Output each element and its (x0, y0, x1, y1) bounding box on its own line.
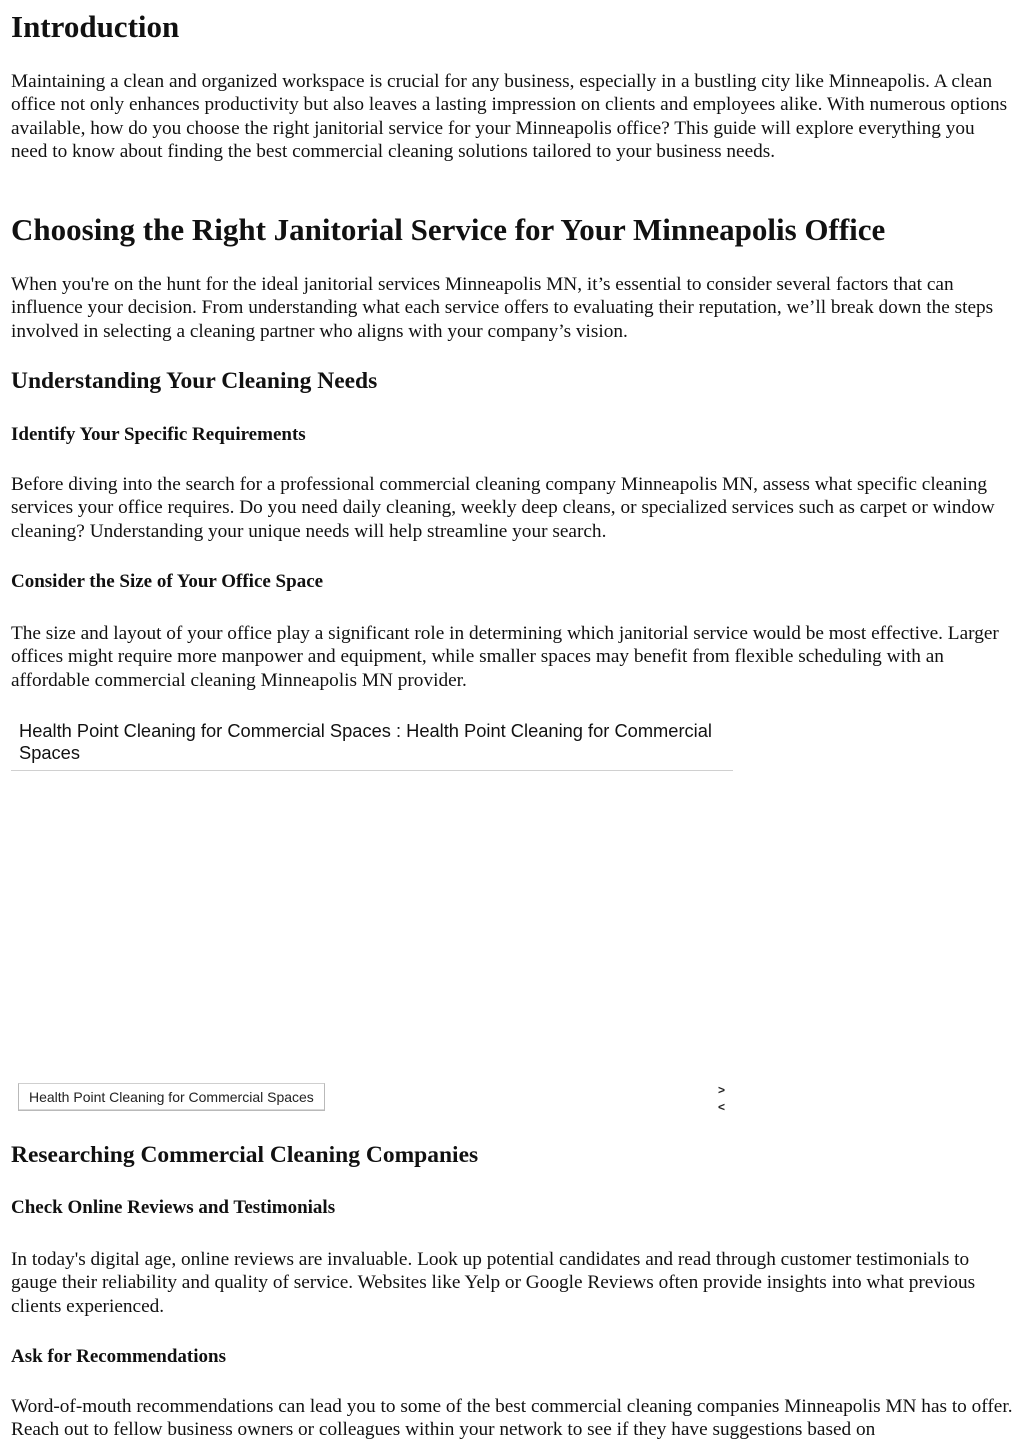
intro-heading: Introduction (11, 9, 180, 44)
recommend-heading: Ask for Recommendations (11, 1346, 226, 1367)
slideshow-embed[interactable] (11, 712, 733, 1116)
choose-paragraph: When you're on the hunt for the ideal janitorial services Minneapolis MN, it’s essential to consider several factors that can influence your decision. From understanding what each service offers to evaluating their reputation, we’ll break down the steps involved in selecting a cleaning partner who aligns with your company’s vision. (11, 274, 994, 342)
embed-divider (11, 770, 733, 771)
understanding-heading: Understanding Your Cleaning Needs (11, 368, 378, 394)
embed-title[interactable]: Health Point Cleaning for Commercial Spaces : Health Point Cleaning for Commercial Spaces (19, 720, 712, 763)
identify-paragraph: Before diving into the search for a professional commercial cleaning company Minneapolis MN, assess what specific cleaning services your office requires. Do you need daily cleaning, weekly deep cleans, or specialized services such as carpet or window cleaning? Understanding your unique needs will help streamline your search. (11, 474, 995, 542)
reviews-paragraph: In today's digital age, online reviews are invaluable. Look up potential candidates and read through customer testimonials to gauge their reliability and quality of service. Websites like Yelp or Google Reviews often provide insights into what previous clients experienced. (11, 1249, 976, 1317)
previous-slide-button[interactable]: < (718, 1100, 726, 1114)
research-heading: Researching Commercial Cleaning Companies (11, 1142, 479, 1168)
size-heading: Consider the Size of Your Office Space (11, 571, 324, 592)
intro-paragraph: Maintaining a clean and organized workspace is crucial for any business, especially in a bustling city like Minneapolis. A clean office not only enhances productivity but also leaves a lasting impression on clients and employees alike. With numerous options available, how do you choose the right janitorial service for your Minneapolis office? This guide will explore everything you need to know about finding the best commercial cleaning solutions tailored to your business needs. (11, 71, 1008, 163)
embed-caption-button[interactable]: Health Point Cleaning for Commercial Spaces (18, 1083, 325, 1111)
identify-heading: Identify Your Specific Requirements (11, 424, 306, 445)
next-slide-button[interactable]: > (718, 1083, 726, 1097)
recommend-paragraph: Word-of-mouth recommendations can lead you to some of the best commercial cleaning companies Minneapolis MN has to offer. Reach out to fellow business owners or colleagues within your network to see if they have suggestions based on (11, 1396, 1013, 1441)
choose-heading: Choosing the Right Janitorial Service for Your Minneapolis Office (11, 212, 886, 247)
size-paragraph: The size and layout of your office play a significant role in determining which janitorial service would be most effective. Larger offices might require more manpower and equipment, while smaller spaces may benefit from flexible scheduling with an affordable commercial cleaning Minneapolis MN provider. (11, 623, 999, 691)
reviews-heading: Check Online Reviews and Testimonials (11, 1197, 336, 1218)
